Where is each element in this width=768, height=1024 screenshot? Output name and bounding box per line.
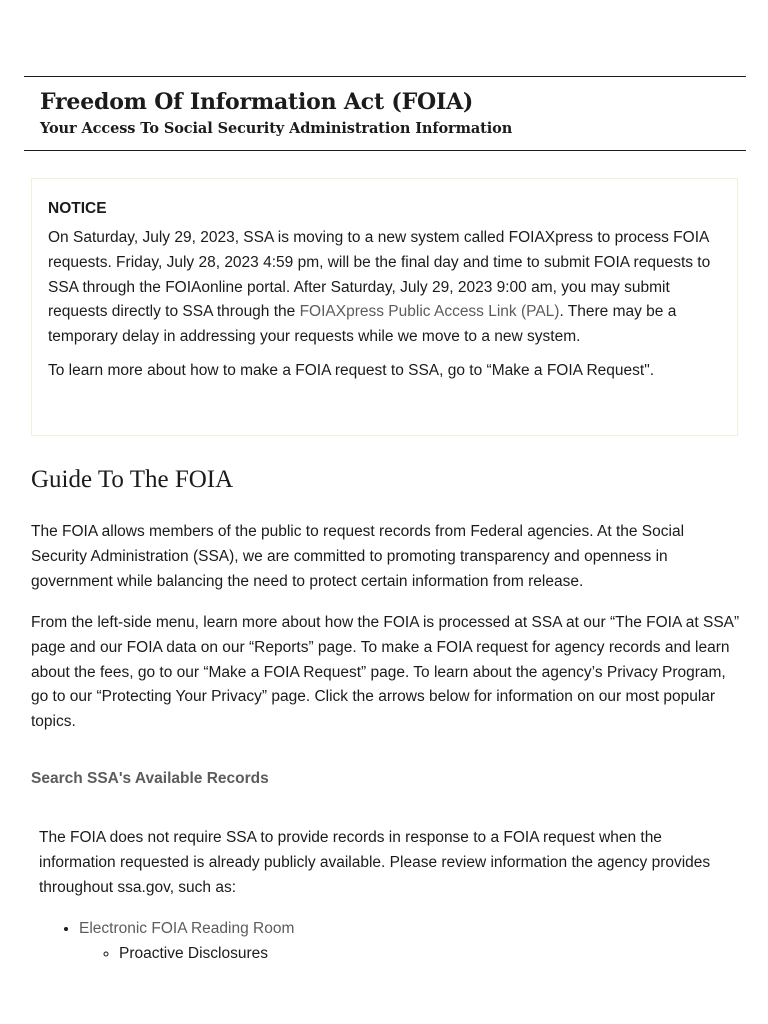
records-list xyxy=(39,917,294,967)
site-title: Freedom Of Information Act (FOIA) xyxy=(40,89,474,115)
notice-learn-more: To learn more about how to make a FOIA request to SSA, go to “Make a FOIA Request". xyxy=(48,361,654,379)
search-records-accordion-title[interactable]: Search SSA's Available Records xyxy=(31,770,269,787)
notice-text-part1: On Saturday, July 29, 2023, SSA is moving to a new system called FOIAXpress to process FOIA requests. Friday, July 28, 2023 4:59 pm, will be the final day and time to submit FOIA requests to SSA through the FOIAonline portal. After Saturday, July 29, 2023 9:00 am, you may submit requests directly to SSA through the xyxy=(48,229,711,321)
records-description: The FOIA does not require SSA to provide records in response to a FOIA request when the information requested is already publicly available. Please review information the agency provides throughout ssa.gov, such as: xyxy=(39,829,711,896)
notice-text-part2: . There may be a temporary delay in addressing your requests while we move to a new system. xyxy=(48,303,677,346)
electronic-foia-reading-room-link[interactable]: Electronic FOIA Reading Room xyxy=(79,920,295,937)
guide-title: Guide To The FOIA xyxy=(31,466,234,493)
list-item-proactive-disclosures: ◦ Proactive Disclosures xyxy=(119,942,294,967)
notice-paragraph xyxy=(48,226,721,350)
site-subtitle: Your Access To Social Security Administration Information xyxy=(40,120,513,137)
list-item xyxy=(79,917,294,967)
guide-menu-paragraph: From the left-side menu, learn more about how the FOIA is processed at SSA at our “The FOIA at SSA” page and our FOIA data on our “Reports” page. To make a FOIA request for agency records and learn about the fees, go to our “Make a FOIA Request” page. To learn about the agency’s Privacy Program, go to our “Protecting Your Privacy” page. Click the arrows below for information on our most popular topics. xyxy=(31,614,740,731)
sub-list xyxy=(79,942,294,967)
notice-heading: NOTICE xyxy=(48,200,107,217)
foiaxpress-pal-link[interactable]: FOIAXpress Public Access Link (PAL) xyxy=(299,303,560,321)
site-header xyxy=(24,76,746,151)
notice-box xyxy=(31,178,738,436)
guide-intro-paragraph: The FOIA allows members of the public to request records from Federal agencies. At the Social Security Administration (SSA), we are committed to promoting transparency and openness in government while balancing the need to protect certain information from release. xyxy=(31,523,685,590)
